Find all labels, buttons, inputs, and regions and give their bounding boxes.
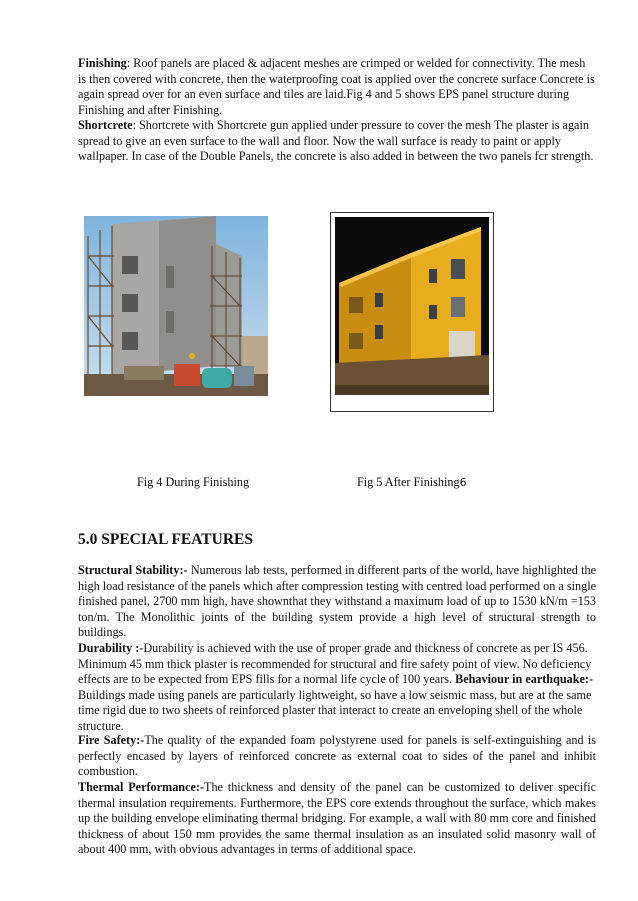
- fire-text: The quality of the expanded foam polystyrene used for panels is self-extinguishing and is perfectly encased by layers of reinforced concrete as external coat to sides of the panel and inhibit combustion.: [78, 733, 596, 779]
- fig5-finished-photo: [331, 213, 493, 411]
- fig4-image: [84, 216, 268, 396]
- structural-text: Numerous lab tests, performed in different parts of the world, have highlighted the high load resistance of the panels which after compression testing with centred load performed on a single finished panel, 2700 mm high, have shownthat they withstand a maximum load of up to 1530 kN/m =153 ton/m. The Monolithic joints of the building system provide a high level of structural strength to buildings.: [78, 563, 596, 640]
- shortcrete-label: Shortcrete: [78, 118, 133, 132]
- shortcrete-text: : Shortcrete with Shortcrete gun applied under pressure to cover the mesh The plaster is again spread to give an even surface to the wall and floor. Now the wall surface is ready to paint or apply wallpaper. In case of the Double Panels, the concrete is also added in between the two panels fcr strength.: [78, 118, 594, 164]
- fig5-caption: Fig 5 After Finishing: [357, 475, 460, 489]
- earthquake-label: Behaviour in earthquake:-: [455, 672, 594, 687]
- fig5-caption-wrap: [357, 475, 467, 490]
- shortcrete-paragraph: [78, 118, 596, 165]
- fig5-frame: [330, 212, 494, 412]
- fire-safety-paragraph: [78, 733, 596, 780]
- thermal-performance-paragraph: [78, 780, 596, 858]
- durability-label: Durability :-: [78, 641, 144, 655]
- structural-label: Structural Stability:-: [78, 563, 188, 577]
- finishing-paragraph: [78, 56, 596, 118]
- finishing-label: Finishing: [78, 56, 127, 70]
- fig4-caption: Fig 4 During Finishing: [137, 475, 250, 489]
- thermal-label: Thermal Performance:-: [78, 780, 205, 794]
- durability-text: Durability is achieved with the use of proper grade and thickness of concrete as per IS 456. Minimum 45 mm thick plaster is recommended for structural and fire safety point of view. No deficiency effects are to be expected from EPS fills for a normal life cycle of 100 years.: [78, 641, 592, 687]
- durability-paragraph: [78, 641, 596, 735]
- structural-stability-paragraph: [78, 563, 596, 641]
- section-heading: 5.0 SPECIAL FEATURES: [78, 531, 253, 548]
- fig4-construction-photo: [84, 216, 268, 396]
- earthquake-text: Buildings made using panels are particularly lightweight, so have a low seismic mass, but are at the same time rigid due to two sheets of reinforced plaster that interact to create an enveloping shell of the whole structure.: [78, 687, 592, 733]
- finishing-text: : Roof panels are placed & adjacent meshes are crimped or welded for connectivity. The mesh is then covered with concrete, then the waterproofing coat is applied over the concrete surface Concrete is again spread over for an even surface and tiles are laid.Fig 4 and 5 shows EPS panel structure during Finishing and after Finishing.: [78, 56, 595, 117]
- fig5-suffix: 6: [459, 476, 467, 489]
- fire-label: Fire Safety:-: [78, 733, 145, 747]
- thermal-text: The thickness and density of the panel can be customized to deliver specific thermal insulation requirements. Furthermore, the EPS core extends throughout the surface, which makes up the building envelope eliminating thermal bridging. For example, a wall with 80 mm core and finished thickness of about 150 mm provides the same thermal insulation as an insulated solid masonry wall of about 400 mm, with obvious advantages in terms of additional space.: [78, 780, 596, 857]
